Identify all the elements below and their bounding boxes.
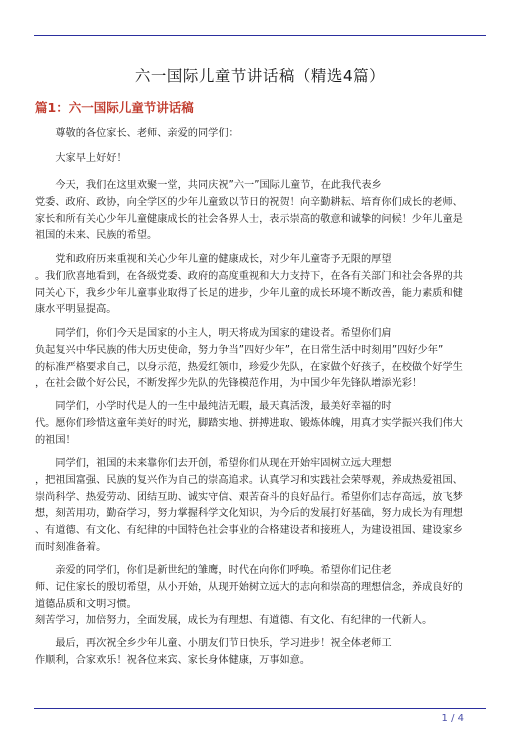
paragraph [35,399,487,449]
paragraph-line: 作顺利，合家欢乐！祝各位来宾、家长身体健康，万事如意。 [35,654,311,666]
paragraph-line: 今天，我们在这里欢聚一堂，共同庆祝”六一”国际儿童节，在此我代表乡 [35,180,382,191]
paragraph-line: 同学们，祖国的未来靠你们去开创，希望你们从现在开始牢固树立远大理想 [35,458,392,469]
paragraph-line: 亲爱的同学们，你们是新世纪的雏鹰，时代在向你们呼唤。希望你们记住老 [35,565,392,576]
paragraph-line: 最后，再次祝全乡少年儿童、小朋友们节日快乐，学习进步！祝全体老师工 [35,638,392,649]
paragraph-line: 家长和所有关心少年儿童健康成长的社会各界人士，表示崇高的敬意和诚挚的问候！少年儿童是 [35,213,463,225]
paragraph [35,126,487,143]
paragraph-line: ，把祖国富强、民族的复兴作为自己的崇高追求。认真学习和实践社会荣辱观，养成热爱祖国、 [35,474,463,486]
paragraph-line: 代。愿你们珍惜这童年美好的时光，脚踏实地、拼搏进取、锻炼体魄，用真才实学振兴我们伟大 [35,417,463,429]
paragraph-line: 崇尚科学、热爱劳动、团结互助、诚实守信、艰苦奋斗的良好品行。希望你们志存高远，放飞梦 [35,491,463,503]
paragraph-line: 大家早上好好！ [35,153,127,164]
paragraph-line: 的祖国！ [35,434,76,446]
paragraph [35,151,487,168]
paragraph-line: 尊敬的各位家长、老师、亲爱的同学们： [35,128,239,139]
paragraph-line: 同学们，你们今天是国家的小主人，明天将成为国家的建设者。希望你们肩 [35,328,392,339]
paragraph-line: 的标准严格要求自己，以身示范，热爱红领巾，珍爱少先队，在家做个好孩子，在校做个好学生 [35,361,463,373]
paragraph-line: ，在社会做个好公民，不断发挥少先队的先锋模范作用，为中国少年先锋队增添光彩！ [35,378,423,390]
document-title: 六一国际儿童节讲话稿（精选4篇） [134,67,386,85]
paragraph-line: 刻苦学习，加倍努力，全面发展，成长为有理想、有道德、有文化、有纪律的一代新人。 [35,615,433,627]
paragraph-line: 党委、政府、政协，向全学区的少年儿童致以节日的祝贺！向辛勤耕耘、培育你们成长的老师、 [35,196,463,208]
paragraph-line: 同关心下，我乡少年儿童事业取得了长足的进步，少年儿童的成长环境不断改善，能力素质和健 [35,287,463,299]
paragraph [35,326,487,393]
page-number: 1 / 4 [441,713,464,724]
paragraph [35,178,487,245]
section-heading: 篇1：六一国际儿童节讲话稿 [35,100,194,115]
paragraph-line: 师、记住家长的殷切希望，从小开始，从现开始树立远大的志向和崇高的理想信念，养成良好的 [35,581,463,593]
paragraph [35,636,487,670]
paragraph-line: 、有道德、有文化、有纪律的中国特色社会事业的合格建设者和接班人，为建设祖国、建设家乡 [35,525,463,537]
paragraph-line: 。我们欣喜地看到，在各级党委、政府的高度重视和大力支持下，在各有关部门和社会各界的共 [35,270,463,282]
paragraph-line: 党和政府历来重视和关心少年儿童的健康成长，对少年儿童寄予无限的厚望 [35,254,392,265]
paragraph-line: 想，刻苦用功，勤奋学习，努力掌握科学文化知识，为今后的发展打好基础，努力成长为有理想 [35,508,463,520]
paragraph-line: 而时刻准备着。 [35,541,107,553]
paragraph [35,563,487,630]
paragraph [35,456,487,557]
paragraph-line: 祖国的未来、民族的希望。 [35,230,158,242]
paragraph-line: 负起复兴中华民族的伟大历史使命，努力争当”四好少年”，在日常生活中时刻用”四好少年” [35,344,444,356]
paragraph [35,252,487,319]
top-rule [34,35,486,36]
paragraph-line: 道德品质和文明习惯。 [35,598,137,610]
paragraph-line: 康水平明显提高。 [35,304,117,316]
bottom-rule [34,708,486,709]
paragraph-line: 同学们，小学时代是人的一生中最纯洁无暇，最天真活泼，最美好幸福的时 [35,401,392,412]
